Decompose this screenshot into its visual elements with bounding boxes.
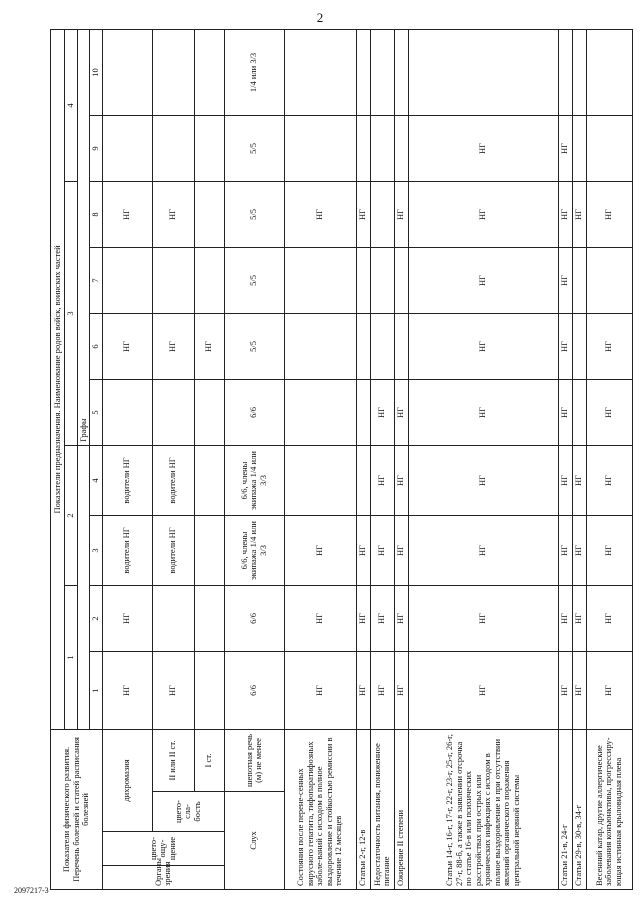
row-cell: НГ xyxy=(394,651,408,729)
row-cell xyxy=(356,115,370,181)
row-cell xyxy=(408,29,558,115)
row-cell xyxy=(370,181,394,247)
row-cell xyxy=(152,585,194,651)
row-cell: НГ xyxy=(356,651,370,729)
group-2: 2 xyxy=(65,445,78,585)
row-cell: НГ xyxy=(408,379,558,445)
row-cell xyxy=(356,379,370,445)
row-cell: НГ xyxy=(408,651,558,729)
cs1-label: I ст. xyxy=(194,729,224,791)
row-cell: НГ xyxy=(408,313,558,379)
row-cell xyxy=(394,115,408,181)
row-cell xyxy=(194,445,224,515)
row-cell: НГ xyxy=(586,445,632,515)
row-cell xyxy=(572,29,586,115)
row-cell: 6/6, члены экипажа 1/4 или 3/3 xyxy=(224,515,284,585)
catarrh-label: Весенний катар, другие аллергические заболевания конъюнктивы, прогрессиру-ющая истинная крыловидная плева xyxy=(586,729,632,889)
fitness-table xyxy=(50,29,633,890)
row-cell: НГ xyxy=(572,181,586,247)
obesity-label: Ожирение II степени xyxy=(394,729,408,889)
row-cell: НГ xyxy=(394,379,408,445)
row-cell: НГ xyxy=(586,379,632,445)
row-cell xyxy=(194,515,224,585)
row-cell: НГ xyxy=(152,181,194,247)
shepot-label: шепотная речь (м) не менее xyxy=(224,729,284,791)
row-cell xyxy=(572,379,586,445)
row-cell xyxy=(370,247,394,313)
group-4: 4 xyxy=(65,29,78,181)
row-cell: НГ xyxy=(370,515,394,585)
row-cell xyxy=(558,29,572,115)
row-cell xyxy=(572,115,586,181)
row-cell: НГ xyxy=(102,181,152,247)
row-cell: НГ xyxy=(408,181,558,247)
row-cell xyxy=(194,115,224,181)
col-num-1: 1 xyxy=(90,651,103,729)
row-cell: НГ xyxy=(572,515,586,585)
row-cell: НГ xyxy=(284,181,356,247)
row-cell: 5/5 xyxy=(224,313,284,379)
row-cell: НГ xyxy=(408,585,558,651)
col-num-2: 2 xyxy=(90,585,103,651)
row-cell: НГ xyxy=(558,181,572,247)
row-cell xyxy=(572,313,586,379)
col-num-7: 7 xyxy=(90,247,103,313)
row-cell: НГ xyxy=(394,585,408,651)
organy-zreniya: Органы зрения xyxy=(102,866,224,890)
row-cell: НГ xyxy=(356,585,370,651)
row-cell: НГ xyxy=(586,515,632,585)
row-cell xyxy=(102,247,152,313)
row-cell: НГ xyxy=(284,515,356,585)
row-cell xyxy=(394,313,408,379)
row-cell xyxy=(284,115,356,181)
rotated-table-container xyxy=(50,30,623,890)
row-cell: НГ xyxy=(394,181,408,247)
footer-code: 2097217-3 xyxy=(14,886,49,895)
row-cell: 6/6 xyxy=(224,379,284,445)
row-cell: НГ xyxy=(558,515,572,585)
row-cell: НГ xyxy=(370,445,394,515)
row-cell: НГ xyxy=(408,445,558,515)
header-top: Показатели предназначения. Наименование родов войск, воинских частей xyxy=(51,29,65,729)
cvetooshch: цвето-ощу-щение xyxy=(102,832,224,866)
row-cell: НГ xyxy=(558,651,572,729)
row-cell xyxy=(394,247,408,313)
slukh-label: Слух xyxy=(224,792,284,890)
row-cell: НГ xyxy=(586,313,632,379)
row-cell xyxy=(102,29,152,115)
row-cell xyxy=(356,445,370,515)
col-num-6: 6 xyxy=(90,313,103,379)
row-cell: 5/5 xyxy=(224,181,284,247)
row-cell xyxy=(572,247,586,313)
row-cell: НГ xyxy=(152,651,194,729)
row-cell: НГ xyxy=(284,585,356,651)
row-cell: НГ xyxy=(152,313,194,379)
row-cell xyxy=(284,29,356,115)
row-cell xyxy=(356,313,370,379)
row-cell xyxy=(370,115,394,181)
row-cell: 6/6, члены экипажа 1/4 или 3/3 xyxy=(224,445,284,515)
row-cell: НГ xyxy=(572,445,586,515)
row-cell xyxy=(586,115,632,181)
row-cell: НГ xyxy=(558,313,572,379)
group-1: 1 xyxy=(65,585,78,729)
col-num-3: 3 xyxy=(90,515,103,585)
row-cell: НГ xyxy=(586,651,632,729)
row-cell xyxy=(194,585,224,651)
row-cell: НГ xyxy=(102,651,152,729)
row-cell xyxy=(370,29,394,115)
row-cell xyxy=(284,247,356,313)
row-cell: водители НГ xyxy=(102,445,152,515)
row-cell xyxy=(394,29,408,115)
row-cell: НГ xyxy=(558,445,572,515)
row-cell xyxy=(370,313,394,379)
row-cell: НГ xyxy=(356,515,370,585)
row-cell xyxy=(102,115,152,181)
row-cell: НГ xyxy=(572,651,586,729)
row-cell: НГ xyxy=(558,115,572,181)
row-cell xyxy=(152,247,194,313)
row-cell xyxy=(194,247,224,313)
row-cell: НГ xyxy=(408,515,558,585)
row-cell xyxy=(194,181,224,247)
page-number: 2 xyxy=(316,10,324,25)
row-cell: НГ xyxy=(370,585,394,651)
row-cell: НГ xyxy=(572,585,586,651)
row-cell: НГ xyxy=(558,247,572,313)
row-cell: НГ xyxy=(102,313,152,379)
row-cell xyxy=(284,379,356,445)
row-cell: НГ xyxy=(558,585,572,651)
row-cell: НГ xyxy=(394,445,408,515)
nutrition-label: Недостаточность питания, пониженное питание xyxy=(370,729,394,889)
row-cell xyxy=(586,29,632,115)
row-cell: НГ xyxy=(558,379,572,445)
row-cell xyxy=(356,247,370,313)
col-num-10: 10 xyxy=(90,29,103,115)
col-num-9: 9 xyxy=(90,115,103,181)
row-cell: НГ xyxy=(370,379,394,445)
col-num-8: 8 xyxy=(90,181,103,247)
row-cell: НГ xyxy=(102,585,152,651)
header-main: Показатели физического развития. Перечень болезней и статей расписания болезней xyxy=(51,729,103,889)
row-cell: 1/4 или 3/3 xyxy=(224,29,284,115)
st21-label: Статьи 21-в, 24-г xyxy=(558,729,572,889)
row-cell: 5/5 xyxy=(224,247,284,313)
row-cell: 6/6 xyxy=(224,585,284,651)
row-cell: НГ xyxy=(586,585,632,651)
cs2-label: II или II ст. xyxy=(152,729,194,791)
row-cell: НГ xyxy=(586,181,632,247)
row-cell: НГ xyxy=(194,313,224,379)
row-cell xyxy=(152,115,194,181)
row-cell: 5/5 xyxy=(224,115,284,181)
row-cell xyxy=(586,247,632,313)
row-cell: 6/6 xyxy=(224,651,284,729)
row-cell xyxy=(284,313,356,379)
hepatitis-label: Состояния после перене-сенных вирусного гепатита, тифопаратифозных заболе-ваний с исходом в полное выздоровление и стойкостью ремиссии в течение 12 месяцев xyxy=(284,729,356,889)
row-cell: НГ xyxy=(356,181,370,247)
row-cell: водители НГ xyxy=(152,445,194,515)
col-num-4: 4 xyxy=(90,445,103,515)
row-cell: НГ xyxy=(408,247,558,313)
row-cell: НГ xyxy=(408,115,558,181)
cvetoslabost-label: цвето-сла-бость xyxy=(152,792,224,832)
col-num-5: 5 xyxy=(90,379,103,445)
row-cell: НГ xyxy=(284,651,356,729)
dichromasia-label: дихромазия xyxy=(102,729,152,831)
st2-label: Статьи 2-г, 12-в xyxy=(356,729,370,889)
row-cell xyxy=(194,29,224,115)
grafy-label: Графы xyxy=(77,29,90,445)
row-cell: водители НГ xyxy=(102,515,152,585)
st14-label: Статьи 14-г, 16-г, 17-г, 22-г, 23-г, 25-г, 26-г, 27-г, 88-б, а также в заявлении отсрочка по статье 16-в или психических расстройствах при острых или хронических инфекциях с исходом в полное выздоровление и при отсутствии явлений органического поражения центральной нервной системы xyxy=(408,729,558,889)
row-cell xyxy=(194,651,224,729)
row-cell xyxy=(152,379,194,445)
row-cell xyxy=(152,29,194,115)
row-cell xyxy=(284,445,356,515)
row-cell xyxy=(356,29,370,115)
row-cell: НГ xyxy=(394,515,408,585)
st29-label: Статьи 29-в, 30-в, 34-г xyxy=(572,729,586,889)
row-cell: водители НГ xyxy=(152,515,194,585)
row-cell: НГ xyxy=(370,651,394,729)
row-cell xyxy=(102,379,152,445)
row-cell xyxy=(194,379,224,445)
group-3: 3 xyxy=(65,181,78,445)
